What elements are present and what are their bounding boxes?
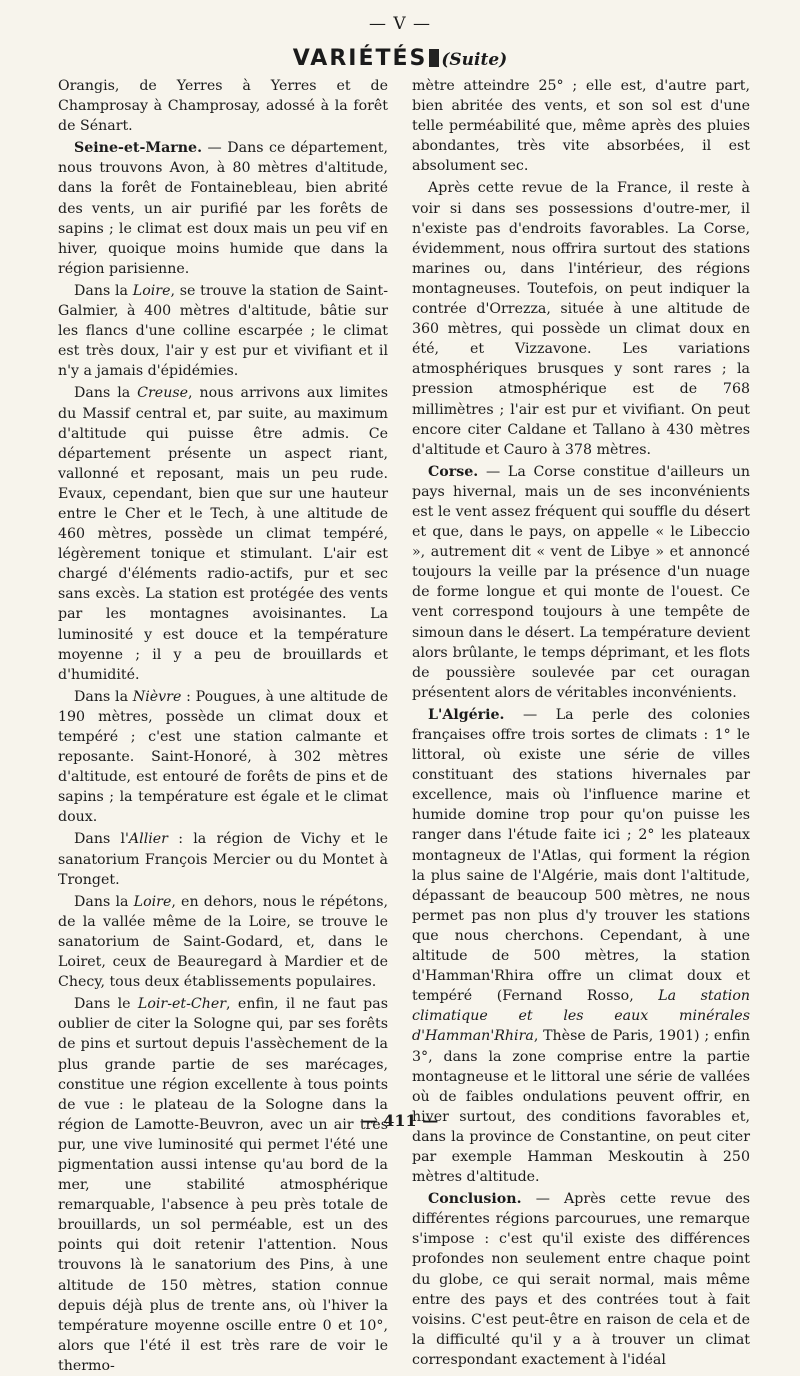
place-name: Loire (133, 893, 172, 910)
paragraph-text: , nous arrivons aux limites du Massif central et, par suite, au maximum d'altitude qui puisse être admis. Ce département présente un aspect riant, vallonné et reposant, mais un peu rude. Evaux, cependant, bien que sur une hauteur entre le Cher et le Tech, à une altitude de 460 mètres, possède un climat tempéré, légèrement tonique et stimulant. L'air est chargé d'éléments radio-actifs, pur et sec sans excès. La station est protégée des vents par les montagnes avoisinantes. La luminosité y est douce et la température moyenne ; il y a peu de brouillards et d'humidité. (58, 385, 388, 683)
right-column (412, 76, 751, 1368)
section-heading: L'Algérie. (428, 706, 505, 723)
paragraph: mètre atteindre 25° ; elle est, d'autre part, bien abritée des vents, et son sol est d'une telle perméabilité que, même après des pluies abondantes, très vite absorbées, il est absolument sec. (412, 78, 750, 175)
paragraph-text: Dans l' (74, 831, 129, 848)
page-subtitle: (Suite) (441, 50, 508, 70)
place-name: Loir-et-Cher (137, 996, 227, 1013)
paragraph-text: Dans la (74, 282, 133, 299)
paragraph (412, 462, 750, 703)
paragraph (58, 281, 388, 381)
place-name: Creuse (137, 385, 189, 402)
paragraph-text: — La Corse constitue d'ailleurs un pays hivernal, mais un de ses inconvénients est le vent assez fréquent qui souffle du désert et que, dans le pays, on appelle « le Libeccio », autrement dit « vent de Libye » et annoncé toujours la veille par la présence d'un nuage de forme longue et qui monte de l'ouest. Ce vent correspond toujours à une tempête de simoun dans le désert. La température devient alors brûlante, le temps déprimant, et les flots de poussière soulevée par cet ouragan présentent alors de véritables inconvénients. (412, 463, 750, 701)
paragraph (58, 383, 388, 684)
citation-title: La station climatique et les eaux minérales d'Hamman'Rhira (412, 988, 751, 1045)
paragraph-text: Dans la (74, 893, 134, 910)
paragraph-text: Dans le (74, 996, 138, 1013)
paragraph-text: : la région de Vichy et le sanatorium François Mercier ou du Montet à Tronget. (58, 831, 388, 888)
paragraph (58, 994, 388, 1376)
paragraph-text: — Après cette revue des différentes régions parcourues, une remarque s'impose : c'est qu'il existe des différences profondes non seulement entre chaque point du globe, ce qui serait normal, mais même entre des pays et des contrées tout à fait voisins. C'est peut-être en raison de cela et de la difficulté qu'il y a à trouver un climat correspondant exactement à l'idéal (412, 1191, 750, 1368)
paragraph-text: Dans la (74, 385, 138, 402)
page-header (0, 46, 800, 76)
paragraph-text: : Pougues, à une altitude de 190 mètres, possède un climat doux et tempéré ; c'est une station calmante et reposante. Saint-Honoré, à 302 mètres d'altitude, est entouré de forêts de pins et de sapins ; la température est égale et le climat doux. (58, 688, 388, 826)
section-numeral: — V — (368, 14, 432, 34)
paragraph: Après cette revue de la France, il reste à voir si dans ses possessions d'outre-mer, il n'existe pas d'endroits favorables. La Corse, évidemment, nous offrira surtout des stations marines ou, dans l'intérieur, des régions montagneuses. Toutefois, on peut indiquer la contrée d'Orrezza, située à une altitude de 360 mètres, qui possède un climat doux en été, et Vizzavone. Les variations atmosphériques brusques y sont rares ; la pression atmosphérique est de 768 millimètres ; l'air est pur et vivifiant. On peut encore citer Caldane et Tallano à 430 mètres d'altitude et Cauro à 378 mètres. (412, 180, 750, 458)
section-heading: Conclusion. (428, 1191, 522, 1208)
paragraph (412, 1189, 750, 1370)
paragraph (58, 892, 388, 992)
paragraph-text: — La perle des colonies françaises offre trois sortes de climats : 1° le littoral, où existe une série de villes constituant des stations hivernales par excellence, mais où l'influence marine et humide domine trop pour qu'on puisse les ranger dans l'étude faite ici ; 2° les plateaux montagneux de l'Atlas, qui forment la région la plus saine de l'Algérie, mais dont l'altitude, dépassant de beaucoup 500 mètres, ne nous permet pas non plus d'y trouver les stations que nous cherchons. Cependant, à une altitude de 500 mètres, la station d'Hamman'Rhira offre un climat doux et tempéré (Fernand Rosso, (412, 706, 750, 1005)
paragraph-text: , enfin, il ne faut pas oublier de citer la Sologne qui, par ses forêts de pins et surtout depuis l'assèchement de la plus grande partie de ses marécages, constitue une région excellente à tous points de vue : le plateau de la Sologne dans la région de Lamotte-Beuvron, avec un air très pur, une vive luminosité qui permet l'été une pigmentation aussi intense qu'au bord de la mer, une stabilité atmosphérique remarquable, l'absence à peu près totale de brouillards, un sol perméable, est un des points qui doit retenir l'attention. Nous trouvons là le sanatorium des Pins, à une altitude de 150 mètres, station connue depuis déjà plus de trente ans, où l'hiver la température moyenne oscille entre 0 et 10°, alors que l'été il est très rare de voir le thermo- (58, 996, 388, 1374)
place-name: Allier (128, 831, 168, 848)
paragraph (58, 687, 388, 828)
page-number: — 411 — (361, 1111, 439, 1130)
place-name: Nièvre (132, 688, 182, 705)
paragraph-text: , se trouve la station de Saint-Galmier, à 400 mètres d'altitude, bâtie sur les flancs d'une colline escarpée ; le climat est très doux, l'air y est pur et vivifiant et il n'y a jamais d'épidémies. (58, 282, 388, 380)
paragraph-text: — Dans ce département, nous trouvons Avon, à 80 mètres d'altitude, dans la forêt de Fontainebleau, bien abrité des vents, un air purifié par les forêts de sapins ; le climat est doux mais un peu vif en hiver, quoique moins humide que dans la région parisienne. (58, 140, 388, 277)
paragraph-text: , Thèse de Paris, 1901) ; enfin 3°, dans la zone comprise entre la partie montagneuse et le littoral une série de vallées où de faibles ondulations peuvent offrir, en hiver surtout, des conditions favorables et, dans la province de Constantine, on peut citer par exemple Hamman Meskoutin à 250 mètres d'altitude. (412, 1028, 750, 1186)
paragraph (58, 829, 388, 889)
left-column (58, 76, 388, 1374)
paragraph (58, 138, 388, 279)
page-title: VARIÉTÉS (292, 46, 428, 71)
ornament-mark (429, 49, 439, 67)
paragraph-text: Dans la (74, 688, 133, 705)
paragraph: Orangis, de Yerres à Yerres et de Champrosay à Champrosay, adossé à la forêt de Sénart. (58, 78, 388, 135)
place-name: Loire (132, 282, 171, 299)
paragraph-text: , en dehors, nous le répétons, de la vallée même de la Loire, se trouve le sanatorium de Saint-Godard, et, dans le Loiret, ceux de Beauregard à Mardier et de Checy, tous deux établissements populaires. (58, 893, 388, 991)
section-heading: Seine-et-Marne. (74, 140, 203, 157)
section-heading: Corse. (428, 463, 479, 480)
